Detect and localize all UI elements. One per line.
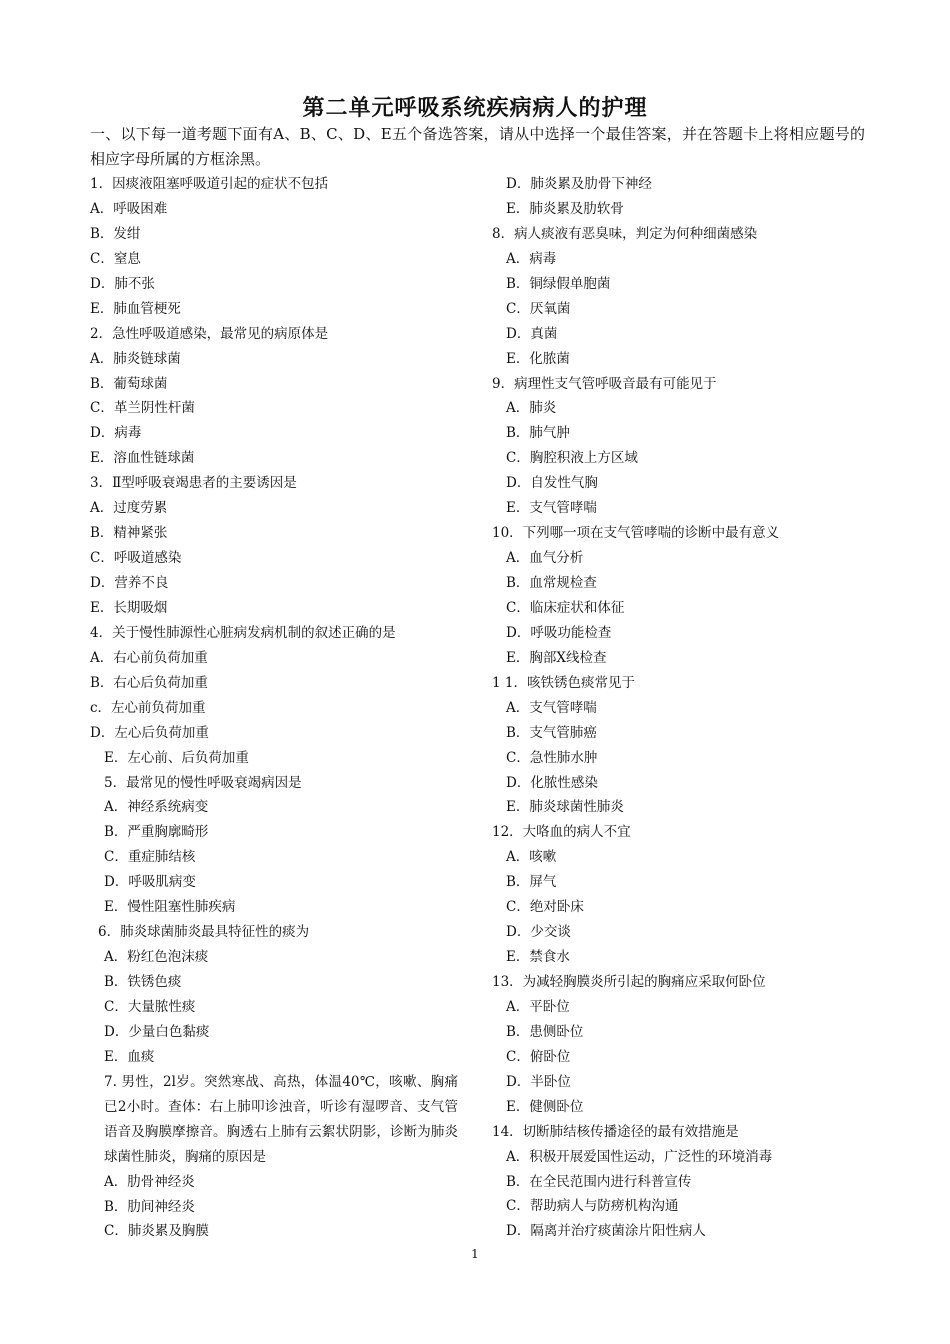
right-question-column xyxy=(492,172,872,1244)
option-line: D．左心后负荷加重 xyxy=(90,724,209,741)
option-line: D．自发性气胸 xyxy=(506,475,598,492)
option-line: E．肺炎球菌性肺炎 xyxy=(506,799,624,816)
option-line: A．右心前负荷加重 xyxy=(90,649,208,666)
option-line: C．临床症状和体征 xyxy=(506,599,625,616)
option-line: E．肺血管梗死 xyxy=(90,300,181,317)
option-line: E．长期吸烟 xyxy=(90,599,168,616)
option-line: A．神经系统病变 xyxy=(104,799,209,816)
option-line: C．重症肺结核 xyxy=(104,849,196,866)
option-line: E．胸部X线检查 xyxy=(506,649,607,666)
option-line: D．呼吸功能检查 xyxy=(506,624,612,641)
option-line: A．肋骨神经炎 xyxy=(104,1173,195,1190)
question-line: 10．下列哪一项在支气管哮喘的诊断中最有意义 xyxy=(492,525,780,542)
option-line: D．病毒 xyxy=(90,425,142,442)
option-line: D．肺炎累及肋骨下神经 xyxy=(506,176,652,192)
question-line: 6．肺炎球菌肺炎最具特征性的痰为 xyxy=(98,924,310,941)
option-line: C．厌氧菌 xyxy=(506,300,571,317)
option-line: C．绝对卧床 xyxy=(506,899,584,916)
option-line: B．右心后负荷加重 xyxy=(90,674,208,691)
option-line: E．溶血性链球菌 xyxy=(90,450,195,467)
option-line: D．少量白色黏痰 xyxy=(104,1023,210,1040)
question-line: 5．最常见的慢性呼吸衰竭病因是 xyxy=(104,774,302,791)
option-line: C．胸腔积液上方区域 xyxy=(506,450,638,467)
option-line: D．营养不良 xyxy=(90,575,169,591)
option-line: E．禁食水 xyxy=(506,949,570,966)
option-line: C．俯卧位 xyxy=(506,1048,571,1065)
option-line: B．严重胸廓畸形 xyxy=(104,824,209,841)
question-line: 3．Ⅱ型呼吸衰竭患者的主要诱因是 xyxy=(90,475,297,492)
option-line: E．健侧卧位 xyxy=(506,1098,584,1115)
option-line: C．呼吸道感染 xyxy=(90,550,182,567)
option-line: E．血痰 xyxy=(104,1048,155,1065)
option-line: E．左心前、后负荷加重 xyxy=(104,749,249,766)
option-line: A．肺炎 xyxy=(506,400,557,417)
option-line: B．铁锈色痰 xyxy=(104,974,182,990)
option-line: A．过度劳累 xyxy=(90,500,168,517)
page-number: 1 xyxy=(471,1247,479,1261)
option-line: A．血气分析 xyxy=(506,550,584,567)
option-line: c．左心前负荷加重 xyxy=(90,699,206,716)
option-line: D．半卧位 xyxy=(506,1073,571,1090)
option-line: A．平卧位 xyxy=(506,998,570,1015)
option-line: A．肺炎链球菌 xyxy=(90,350,181,367)
option-line: A．呼吸困难 xyxy=(90,200,168,217)
question-line: 1 1．咳铁锈色痰常见于 xyxy=(492,674,635,691)
left-question-column xyxy=(90,172,470,1244)
option-line: B．血常规检查 xyxy=(506,575,597,591)
option-line: B．葡萄球菌 xyxy=(90,375,168,392)
option-line: A．积极开展爱国性运动，广泛性的环境消毒 xyxy=(506,1148,773,1165)
option-line: E．慢性阻塞性肺疾病 xyxy=(104,899,236,916)
option-line: D．肺不张 xyxy=(90,275,155,292)
option-line: D．呼吸肌病变 xyxy=(104,874,196,891)
option-line: B．精神紧张 xyxy=(90,525,168,542)
option-line: A．支气管哮喘 xyxy=(506,699,597,716)
option-line: B．肋间神经炎 xyxy=(104,1198,195,1215)
question-line: 4．关于慢性肺源性心脏病发病机制的叙述正确的是 xyxy=(90,624,396,641)
option-line: B．肺气肿 xyxy=(506,425,570,442)
option-line: A．病毒 xyxy=(506,250,557,267)
option-line: D．少交谈 xyxy=(506,924,571,941)
page-title: 第二单元呼吸系统疾病病人的护理 xyxy=(302,96,648,121)
option-line: C．窒息 xyxy=(90,250,141,267)
question-line: 13．为减轻胸膜炎所引起的胸痛应采取何卧位 xyxy=(492,974,766,990)
question-line: 7. 男性，2l岁。突然寒战、高热，体温40℃，咳嗽、胸痛已2小时。查体：右上肺叩诊浊音，听诊有湿啰音、支气管语音及胸膜摩擦音。胸透右上肺有云絮状阴影，诊断为肺炎球菌性肺炎，胸痛的原因是 xyxy=(104,1073,458,1165)
option-line: D．化脓性感染 xyxy=(506,774,598,791)
option-line: A．粉红色泡沫痰 xyxy=(104,949,209,966)
question-line: 2．急性呼吸道感染，最常见的病原体是 xyxy=(90,325,329,342)
question-line: 8．病人痰液有恶臭味，判定为何种细菌感染 xyxy=(492,225,758,242)
option-line: D．隔离并治疗痰菌涂片阳性病人 xyxy=(506,1223,706,1240)
option-line: C．大量脓性痰 xyxy=(104,998,196,1015)
question-line: 14．切断肺结核传播途径的最有效措施是 xyxy=(492,1123,739,1140)
option-line: B．患侧卧位 xyxy=(506,1023,584,1040)
option-line: C．急性肺水肿 xyxy=(506,749,598,766)
option-line: C．帮助病人与防痨机构沟通 xyxy=(506,1198,679,1215)
option-line: E．支气管哮喘 xyxy=(506,500,597,517)
question-line: 9．病理性支气管呼吸音最有可能见于 xyxy=(492,375,717,392)
option-line: B．支气管肺癌 xyxy=(506,724,597,741)
option-line: D．真菌 xyxy=(506,325,558,342)
instruction-text: 一、以下每一道考题下面有A、B、C、D、E五个备选答案，请从中选择一个最佳答案，并在答题卡上将相应题号的相应字母所属的方框涂黑。 xyxy=(90,125,865,168)
question-line: 12．大咯血的病人不宜 xyxy=(492,824,631,841)
option-line: E．化脓菌 xyxy=(506,350,570,367)
option-line: B．屏气 xyxy=(506,874,557,891)
option-line: A．咳嗽 xyxy=(506,849,557,866)
option-line: B．在全民范围内进行科普宣传 xyxy=(506,1173,692,1190)
option-line: E．肺炎累及肋软骨 xyxy=(506,200,624,217)
option-line: C．肺炎累及胸膜 xyxy=(104,1223,209,1240)
option-line: B．铜绿假单胞菌 xyxy=(506,275,611,292)
option-line: B．发绀 xyxy=(90,225,141,242)
question-line: 1．因痰液阻塞呼吸道引起的症状不包括 xyxy=(90,176,329,192)
option-line: C．革兰阴性杆菌 xyxy=(90,400,195,417)
